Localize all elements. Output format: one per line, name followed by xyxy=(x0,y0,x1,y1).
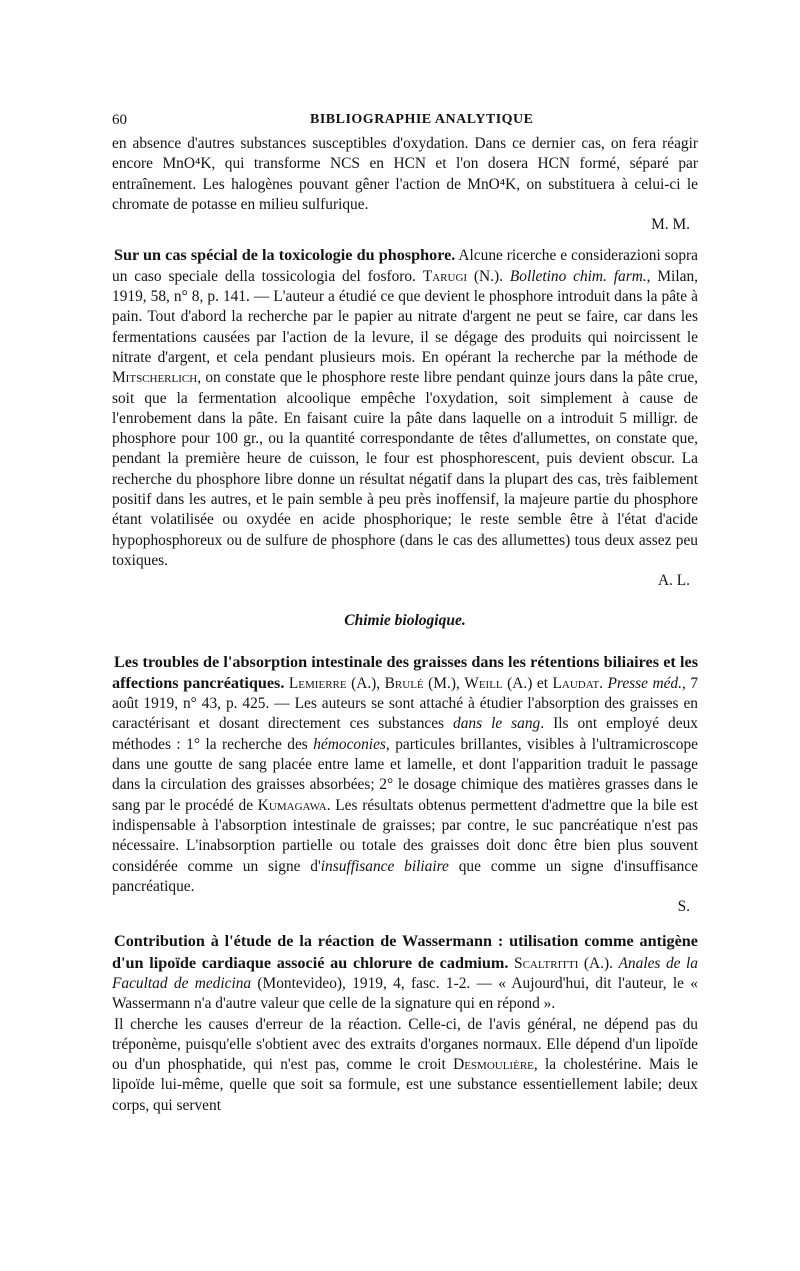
document-page xyxy=(112,108,698,1116)
author-name: Tarugi xyxy=(422,267,468,285)
reference: , Milan, 1919, 58, n° 8, p. 141. — xyxy=(112,267,698,306)
journal-name: Presse méd. xyxy=(607,674,682,692)
article-signature: S. xyxy=(677,898,690,916)
journal-name: Anales de la Facultad de medicina xyxy=(112,954,698,992)
article-wassermann: Contribution à l'étude de la réaction de Wassermann : utilisation comme antigène d'un lipoïde cardiaque associé au chlorure de cadmium. Scaltritti (A.). Anales de la Facultad de medicina (Montevideo), 1919, 4, fasc. 1-2. — « Aujourd'hui, dit l'auteur, le « Wassermann n'a d'autre valeur que celle de la signature qui en répond ». xyxy=(112,932,698,1013)
intro-paragraph: en absence d'autres substances susceptibles d'oxydation. Dans ce dernier cas, on fera réagir encore MnO⁴K, qui transforme NCS en HCN et l'on dosera HCN formé, séparé par entraînement. Les halogènes pouvant gêner l'action de MnO⁴K, on substituera à celui-ci le chromate de potasse en milieu sulfurique. xyxy=(112,135,698,213)
intro-signature: M. M. xyxy=(651,216,690,234)
article-absorption-graisses: Les troubles de l'absorption intestinale des graisses dans les rétentions biliaires et les affections pancréatiques. Lemierre (A.), Brulé (M.), Weill (A.) et Laudat. Presse méd., 7 août 1919, n° 43, p. 425. — Les auteurs se sont attaché à étudier l'absorption des graisses en caractérisant et dosant directement ces substances dans le sang. Ils ont employé deux méthodes : 1° la recherche des hémoconies, particules brillantes, visibles à l'ultramicroscope dans une goutte de sang placée entre lame et lamelle, et dont l'apparition traduit le passage dans la circulation des graisses absorbées; 2° le dosage chimique des matières grasses dans le sang par le procédé de Kumagawa. Les résultats obtenus permettent d'admettre que la bile est indispensable à l'absorption intestinale de graisses; par contre, le suc pancréatique n'est pas nécessaire. L'inabsorption partielle ou totale des graisses doit donc être bien plus souvent considérée comme un signe d'insuffisance biliaire que comme un signe d'insuffisance pancréatique. xyxy=(112,652,699,895)
journal-name: Bolletino chim. farm. xyxy=(509,267,647,285)
article-body: L'auteur a étudié ce que devient le phosphore introduit dans la pâte à pain. Tout d'abord la recherche par le papier au nitrate d'argent ne peut se faire, car dans les fermentations causées par l'action de la levure, il se dégage des produits qui noircissent le nitrate d'argent, et cela pendant plusieurs mois. En opérant la recherche par la méthode de xyxy=(112,288,698,366)
page-number: 60 xyxy=(112,112,127,128)
section-heading: Chimie biologique. xyxy=(344,611,466,629)
article-title: Les troubles de l'absorption intestinale des graisses dans les rétentions biliaires et les affections pancréatiques. xyxy=(112,652,698,692)
article-subtitle: Alcune ricerche e considerazioni sopra un caso speciale della tossicologia del fosforo. xyxy=(112,247,698,285)
article-title: Sur un cas spécial de la toxicologie du phosphore. xyxy=(114,246,456,265)
article-toxicologie-phosphore: Sur un cas spécial de la toxicologie du phosphore. Alcune ricerche e considerazioni sopra un caso speciale della tossicologia del fosforo. Tarugi (N.). Bolletino chim. farm., Milan, 1919, 58, n° 8, p. 141. — L'auteur a étudié ce que devient le phosphore introduit dans la pâte à pain. Tout d'abord la recherche par le papier au nitrate d'argent ne peut se faire, car dans les fermentations causées par l'action de la levure, il se dégage des produits qui noircissent le nitrate d'argent, et cela pendant plusieurs mois. En opérant la recherche par la méthode de Mitscherlich, on constate que le phosphore reste libre pendant quinze jours dans la pâte crue, soit que la fermentation alcoolique empêche l'oxydation, soit simplement à cause de l'enrobement dans la pâte. En faisant cuire la pâte dans laquelle on a introduit 5 milligr. de phosphore pour 100 gr., ou la quantité correspondante de têtes d'allumettes, on constate que, pendant la première heure de cuisson, le four est phosphorescent, puis devient obscur. La recherche du phosphore libre donne un résultat négatif dans la plupart des cas, très faiblement positif dans les autres, et le pain semble à peu près inoffensif, la majeure partie du phosphore étant volatilisée ou oxydée en acide phosphorique; le reste semble être à l'état d'acide hypophosphoreux ou de sulfure de phosphore (dans le cas des allumettes) tous deux assez peu toxiques. xyxy=(112,246,698,569)
running-title: BIBLIOGRAPHIE ANALYTIQUE xyxy=(310,112,534,127)
article-wassermann-continued: Il cherche les causes d'erreur de la réaction. Celle-ci, de l'avis général, ne dépend pas du tréponème, puisqu'elle s'obtient avec des extraits d'organes normaux. Elle dépend d'un lipoïde ou d'un phosphatide, qui n'est pas, comme le croit Desmoulière, la cholestérine. Mais le lipoïde lui-même, quelle que soit sa formule, est une substance essentiellement labile; deux corps, qui servent xyxy=(112,1015,698,1114)
article-signature: A. L. xyxy=(657,572,690,590)
article-title: Contribution à l'étude de la réaction de Wassermann : utilisation comme antigène d'un lipoïde cardiaque associé au chlorure de cadmium. xyxy=(112,932,698,972)
page-header xyxy=(112,108,698,134)
